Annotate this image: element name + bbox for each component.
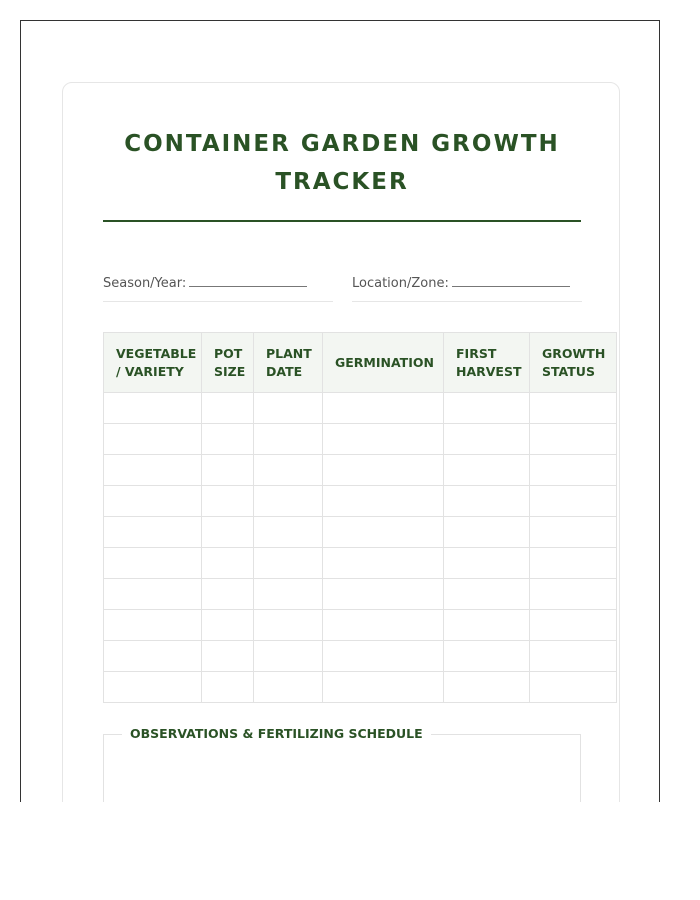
table-cell[interactable] bbox=[254, 486, 323, 517]
table-row bbox=[104, 548, 617, 579]
table-cell[interactable] bbox=[104, 455, 202, 486]
table-cell[interactable] bbox=[444, 548, 530, 579]
table-row bbox=[104, 579, 617, 610]
table-cell[interactable] bbox=[323, 641, 444, 672]
column-header bbox=[323, 333, 444, 393]
table-header-row bbox=[104, 333, 617, 393]
table-cell[interactable] bbox=[104, 672, 202, 703]
table-cell[interactable] bbox=[202, 517, 254, 548]
table-cell[interactable] bbox=[104, 641, 202, 672]
table-cell[interactable] bbox=[254, 393, 323, 424]
table-row bbox=[104, 517, 617, 548]
table-cell[interactable] bbox=[254, 579, 323, 610]
table-cell[interactable] bbox=[104, 393, 202, 424]
table-row bbox=[104, 641, 617, 672]
column-header bbox=[530, 333, 617, 393]
column-header-text: FIRST bbox=[456, 345, 497, 361]
table-cell[interactable] bbox=[323, 672, 444, 703]
table-cell[interactable] bbox=[323, 579, 444, 610]
table-row bbox=[104, 424, 617, 455]
table-cell[interactable] bbox=[444, 579, 530, 610]
table-cell[interactable] bbox=[530, 672, 617, 703]
column-header-text: HARVEST bbox=[456, 363, 522, 379]
table-cell[interactable] bbox=[444, 672, 530, 703]
table-row bbox=[104, 672, 617, 703]
table-cell[interactable] bbox=[254, 641, 323, 672]
table-cell[interactable] bbox=[444, 486, 530, 517]
table-body bbox=[104, 393, 617, 703]
table-cell[interactable] bbox=[202, 610, 254, 641]
table-cell[interactable] bbox=[530, 393, 617, 424]
table-cell[interactable] bbox=[104, 548, 202, 579]
column-header bbox=[104, 333, 202, 393]
table-cell[interactable] bbox=[444, 641, 530, 672]
column-header bbox=[444, 333, 530, 393]
table-cell[interactable] bbox=[444, 455, 530, 486]
title-divider bbox=[103, 220, 581, 222]
table-cell[interactable] bbox=[254, 548, 323, 579]
location-zone-field[interactable] bbox=[352, 273, 582, 302]
table-cell[interactable] bbox=[202, 424, 254, 455]
column-header-text: DATE bbox=[266, 363, 303, 379]
table-cell[interactable] bbox=[202, 548, 254, 579]
table-cell[interactable] bbox=[444, 517, 530, 548]
column-header-text: GROWTH bbox=[542, 345, 606, 361]
table-cell[interactable] bbox=[104, 610, 202, 641]
page-frame bbox=[20, 20, 660, 802]
table-cell[interactable] bbox=[530, 424, 617, 455]
table-row bbox=[104, 486, 617, 517]
table-cell[interactable] bbox=[104, 579, 202, 610]
column-header-text: POT bbox=[214, 345, 243, 361]
table-cell[interactable] bbox=[444, 610, 530, 641]
table-cell[interactable] bbox=[254, 517, 323, 548]
column-header-text: GERMINATION bbox=[335, 354, 434, 370]
table-cell[interactable] bbox=[530, 641, 617, 672]
table-cell[interactable] bbox=[530, 610, 617, 641]
table-cell[interactable] bbox=[323, 424, 444, 455]
table-cell[interactable] bbox=[323, 517, 444, 548]
table-row bbox=[104, 393, 617, 424]
tracker-card bbox=[62, 82, 620, 802]
observations-label: OBSERVATIONS & FERTILIZING SCHEDULE bbox=[122, 725, 431, 743]
column-header-text: VEGETABLE bbox=[116, 345, 197, 361]
column-header-text: STATUS bbox=[542, 363, 595, 379]
table-cell[interactable] bbox=[202, 486, 254, 517]
column-header bbox=[202, 333, 254, 393]
table-cell[interactable] bbox=[254, 455, 323, 486]
season-year-field[interactable] bbox=[103, 273, 333, 302]
table-cell[interactable] bbox=[323, 548, 444, 579]
table-cell[interactable] bbox=[530, 455, 617, 486]
observations-box[interactable] bbox=[103, 726, 581, 802]
table-cell[interactable] bbox=[104, 424, 202, 455]
table-cell[interactable] bbox=[444, 393, 530, 424]
table-cell[interactable] bbox=[202, 393, 254, 424]
table-cell[interactable] bbox=[104, 486, 202, 517]
table-cell[interactable] bbox=[530, 517, 617, 548]
table-cell[interactable] bbox=[254, 672, 323, 703]
table-cell[interactable] bbox=[444, 424, 530, 455]
table-cell[interactable] bbox=[254, 610, 323, 641]
table-cell[interactable] bbox=[323, 610, 444, 641]
growth-table bbox=[103, 332, 617, 703]
table-cell[interactable] bbox=[323, 393, 444, 424]
table-cell[interactable] bbox=[530, 548, 617, 579]
column-header-text: PLANT bbox=[266, 345, 312, 361]
season-year-blank-line[interactable] bbox=[189, 273, 307, 287]
table-cell[interactable] bbox=[323, 455, 444, 486]
column-header bbox=[254, 333, 323, 393]
season-year-label: Season/Year: bbox=[103, 276, 187, 291]
table-cell[interactable] bbox=[530, 486, 617, 517]
table-cell[interactable] bbox=[254, 424, 323, 455]
location-zone-blank-line[interactable] bbox=[452, 273, 570, 287]
location-zone-label: Location/Zone: bbox=[352, 276, 449, 291]
table-cell[interactable] bbox=[104, 517, 202, 548]
table-row bbox=[104, 610, 617, 641]
table-cell[interactable] bbox=[202, 672, 254, 703]
column-header-text: / VARIETY bbox=[116, 363, 184, 379]
page-title: CONTAINER GARDEN GROWTH TRACKER bbox=[124, 131, 560, 195]
table-cell[interactable] bbox=[202, 641, 254, 672]
column-header-text: SIZE bbox=[214, 363, 246, 379]
table-cell[interactable] bbox=[323, 486, 444, 517]
table-cell[interactable] bbox=[202, 579, 254, 610]
table-cell[interactable] bbox=[202, 455, 254, 486]
table-row bbox=[104, 455, 617, 486]
table-cell[interactable] bbox=[530, 579, 617, 610]
